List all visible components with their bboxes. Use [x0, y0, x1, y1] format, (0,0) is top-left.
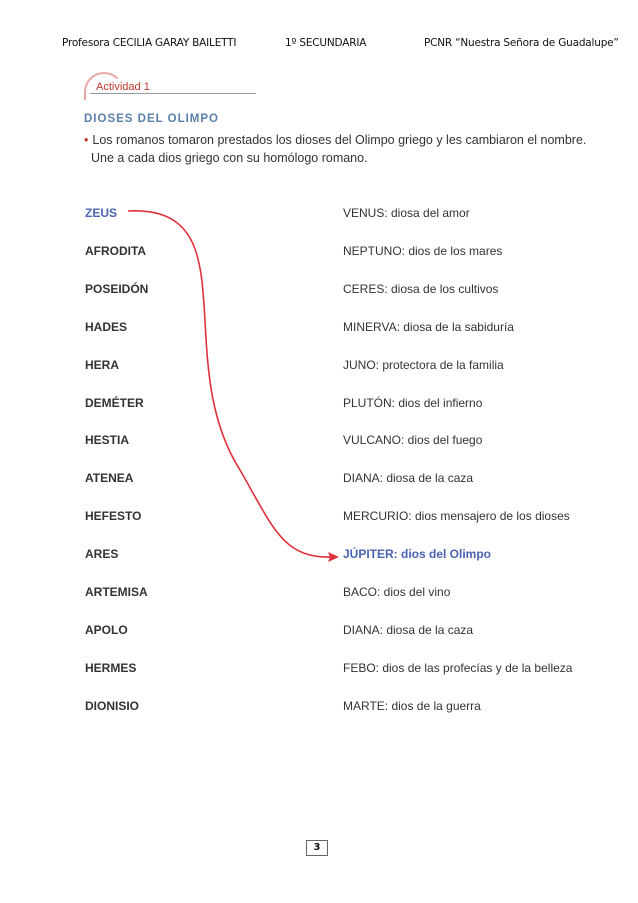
roman-god-item: NEPTUNO: dios de los mares — [343, 243, 503, 258]
roman-god-item: JUNO: protectora de la familia — [343, 357, 504, 372]
roman-god-item: MINERVA: diosa de la sabiduría — [343, 319, 514, 334]
greek-god-item: HERMES — [85, 660, 137, 675]
roman-god-item: PLUTÓN: dios del infierno — [343, 395, 483, 410]
greek-god-item: DIONISIO — [85, 698, 140, 713]
instruction-line-2: Une a cada dios griego con su homólogo romano. — [91, 151, 368, 165]
roman-god-item: MERCURIO: dios mensajero de los dioses — [343, 509, 570, 524]
roman-god-item: DIANA: diosa de la caza — [343, 471, 474, 486]
greek-god-item: ARES — [85, 547, 119, 562]
match-arrow-line — [128, 211, 330, 557]
greek-god-item: POSEIDÓN — [85, 281, 149, 296]
section-title: DIOSES DEL OLIMPO — [84, 113, 219, 125]
roman-god-item: VENUS: diosa del amor — [343, 206, 470, 220]
greek-god-item: ARTEMISA — [85, 585, 148, 599]
activity-label: Actividad 1 — [96, 81, 150, 93]
instruction-text-1: Los romanos tomaron prestados los dioses del Olimpo griego y les cambiaron el nombre. — [92, 133, 587, 147]
roman-god-item: JÚPITER: dios del Olimpo — [343, 547, 492, 562]
roman-god-item: BACO: dios del vino — [343, 585, 451, 599]
header-teacher: Profesora CECILIA GARAY BAILETTI — [62, 37, 237, 49]
header-school: PCNR “Nuestra Señora de Guadalupe” — [424, 37, 619, 49]
greek-god-item: DEMÉTER — [85, 395, 144, 410]
roman-god-item: VULCANO: dios del fuego — [343, 433, 483, 448]
bullet-icon: • — [84, 133, 89, 147]
roman-god-item: CERES: diosa de los cultivos — [343, 281, 499, 296]
greek-god-item: APOLO — [85, 622, 128, 637]
greek-god-item: ATENEA — [85, 471, 134, 486]
greek-god-item: AFRODITA — [85, 243, 147, 258]
greek-god-item: HERA — [85, 357, 120, 372]
header-grade: 1º SECUNDARIA — [285, 37, 367, 49]
greek-god-item: HADES — [85, 319, 128, 334]
roman-god-item: MARTE: dios de la guerra — [343, 698, 481, 713]
greek-god-item: HESTIA — [85, 433, 130, 448]
roman-god-item: DIANA: diosa de la caza — [343, 622, 474, 637]
greek-god-item: ZEUS — [85, 206, 118, 220]
greek-god-item: HEFESTO — [85, 509, 142, 524]
page-number — [302, 838, 332, 858]
page-number-text: 3 — [313, 842, 321, 853]
roman-god-item: FEBO: dios de las profecías y de la belleza — [343, 660, 573, 675]
